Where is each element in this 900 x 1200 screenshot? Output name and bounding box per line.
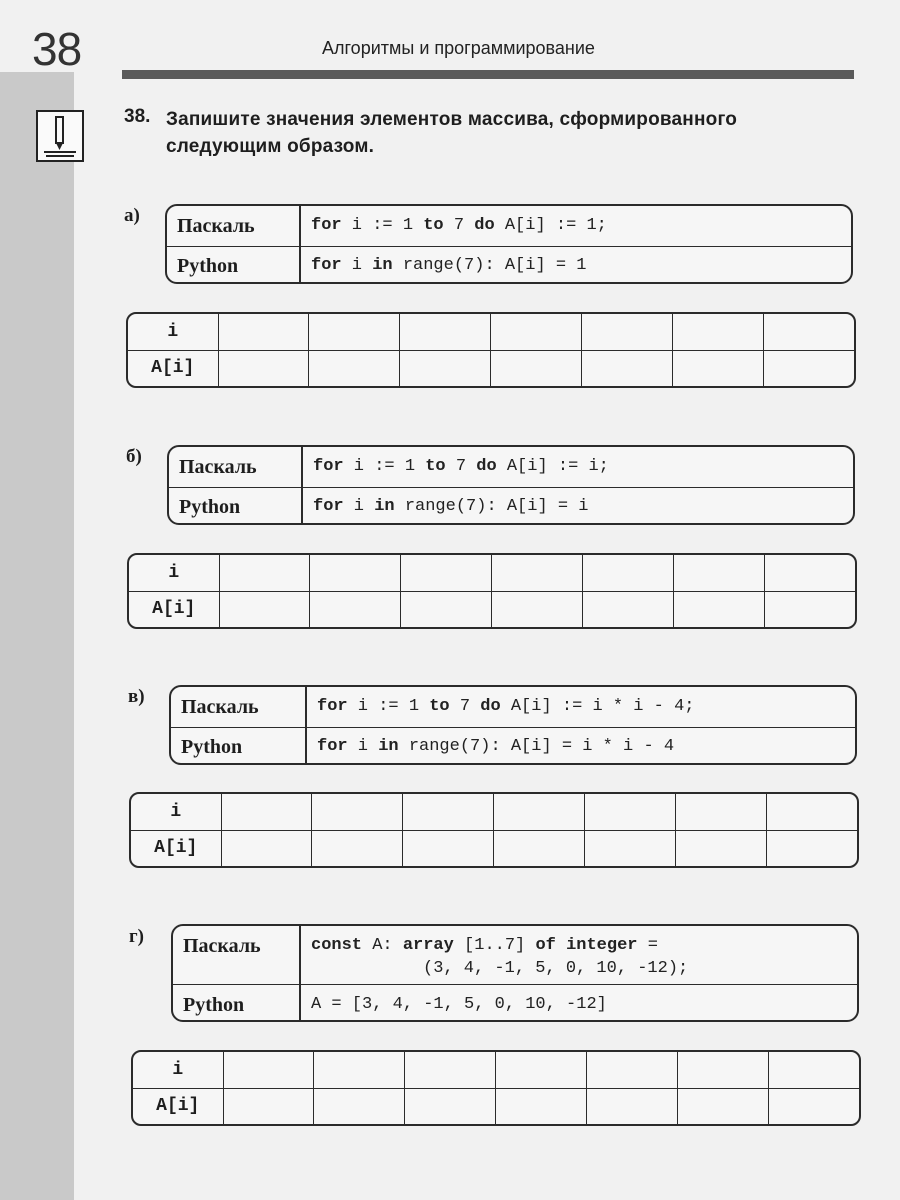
index-row [133,1052,859,1088]
answer-cell[interactable] [768,1052,859,1088]
code-keyword: const [311,936,363,955]
index-row [131,794,857,830]
answer-cell[interactable] [492,591,583,627]
answer-cell[interactable] [219,591,310,627]
code-box-v [169,685,857,765]
answer-cell[interactable] [405,1052,496,1088]
index-header: i [131,794,221,830]
answer-cell[interactable] [766,794,857,830]
answer-cell[interactable] [586,1052,677,1088]
code-line [313,457,609,476]
code-keyword: for [311,216,342,235]
answer-cell[interactable] [309,350,400,386]
index-row [128,314,854,350]
answer-cell[interactable] [403,830,494,866]
value-header: A[i] [129,591,219,627]
answer-cell[interactable] [314,1052,405,1088]
answer-cell[interactable] [494,830,585,866]
code-line [317,737,674,756]
answer-cell[interactable] [494,794,585,830]
code-keyword: for [313,457,344,476]
lang-label: Паскаль [181,696,259,718]
index-header: i [128,314,218,350]
page-margin-band [0,0,74,1200]
code-line-continuation [423,959,688,978]
answer-cell[interactable] [584,830,675,866]
code-text: range(7): A[i] = i [394,497,589,516]
answer-cell[interactable] [219,555,310,591]
answer-cell[interactable] [584,794,675,830]
answer-cell[interactable] [314,1088,405,1124]
code-text: A: [362,936,403,955]
column-divider [305,687,307,763]
code-keyword: of [535,936,556,955]
value-header: A[i] [128,350,218,386]
answer-cell[interactable] [673,591,764,627]
code-text: 7 [443,216,475,235]
value-row [133,1088,859,1124]
answer-cell[interactable] [677,1052,768,1088]
array-table-a [126,312,856,388]
subtask-label-v: в) [128,686,145,707]
code-text: = [637,936,658,955]
answer-cell[interactable] [675,830,766,866]
code-keyword: for [313,497,344,516]
code-row-pascal [167,206,851,246]
array-grid [128,314,854,386]
value-header: A[i] [131,830,221,866]
answer-cell[interactable] [764,555,855,591]
answer-cell[interactable] [582,591,673,627]
answer-cell[interactable] [496,1088,587,1124]
answer-cell[interactable] [672,314,763,350]
running-title: Алгоритмы и программирование [322,38,595,58]
code-text: (3, 4, -1, 5, 0, 10, -12); [423,959,689,978]
code-box-a [165,204,853,284]
code-text: range(7): A[i] = i * i - 4 [398,737,675,756]
code-text: A[i] := 1; [494,216,607,235]
value-row [128,350,854,386]
answer-cell[interactable] [673,555,764,591]
code-line [311,936,658,955]
code-keyword: do [480,697,501,716]
column-divider [299,206,301,282]
code-keyword: for [317,737,348,756]
code-text: [1..7] [453,936,536,955]
code-line [311,216,607,235]
lang-label: Паскаль [177,215,255,237]
answer-cell[interactable] [766,830,857,866]
array-table-v [129,792,859,868]
lang-label: Паскаль [183,935,261,957]
column-divider [301,447,303,523]
code-row-python [171,727,855,766]
answer-cell[interactable] [400,314,491,350]
index-header: i [129,555,219,591]
lang-label: Python [183,994,245,1016]
answer-cell[interactable] [218,350,309,386]
answer-cell[interactable] [312,794,403,830]
answer-cell[interactable] [309,314,400,350]
code-text: A[i] := i; [496,457,609,476]
code-text: i := 1 [347,697,430,716]
code-keyword: integer [566,936,638,955]
task-number: 38. [124,106,151,127]
value-row [131,830,857,866]
lang-label: Python [181,736,243,758]
value-header: A[i] [133,1088,223,1124]
answer-cell[interactable] [764,591,855,627]
code-keyword: to [429,697,450,716]
array-grid [129,555,855,627]
answer-cell[interactable] [675,794,766,830]
code-row-python [169,487,853,526]
code-text: range(7): A[i] = 1 [392,256,587,275]
answer-cell[interactable] [768,1088,859,1124]
answer-cell[interactable] [491,314,582,350]
lang-label: Python [179,496,241,518]
code-keyword: in [374,497,395,516]
array-grid [133,1052,859,1124]
answer-cell[interactable] [672,350,763,386]
answer-cell[interactable] [221,830,312,866]
subtask-label-b: б) [126,446,142,467]
code-keyword: do [474,216,495,235]
answer-cell[interactable] [763,314,854,350]
answer-cell[interactable] [223,1052,314,1088]
answer-cell[interactable] [677,1088,768,1124]
code-line [311,995,607,1014]
index-header: i [133,1052,223,1088]
page-number: 38 [32,23,82,75]
code-row-python [167,246,851,285]
answer-cell[interactable] [405,1088,496,1124]
answer-cell[interactable] [310,591,401,627]
code-text: 7 [449,697,481,716]
code-box-b [167,445,855,525]
code-text: i [347,737,379,756]
answer-cell[interactable] [581,314,672,350]
answer-cell[interactable] [492,555,583,591]
answer-cell[interactable] [403,794,494,830]
code-text: i [341,256,373,275]
code-text: A = [3, 4, -1, 5, 0, 10, -12] [311,995,607,1014]
code-keyword: for [311,256,342,275]
answer-cell[interactable] [582,555,673,591]
answer-cell[interactable] [763,350,854,386]
code-text: i := 1 [343,457,426,476]
writing-hand-icon [36,110,84,162]
answer-cell[interactable] [400,350,491,386]
answer-cell[interactable] [401,591,492,627]
index-row [129,555,855,591]
code-row-pascal [171,687,855,727]
array-grid [131,794,857,866]
answer-cell[interactable] [223,1088,314,1124]
subtask-label-g: г) [129,926,144,947]
value-row [129,591,855,627]
code-box-g [171,924,859,1022]
code-row-pascal [173,926,857,984]
code-text [556,936,566,955]
code-line [311,256,586,275]
answer-cell[interactable] [491,350,582,386]
answer-cell[interactable] [312,830,403,866]
answer-cell[interactable] [586,1088,677,1124]
answer-cell[interactable] [581,350,672,386]
header-rule [122,70,854,79]
code-text: 7 [445,457,477,476]
code-keyword: for [317,697,348,716]
code-row-python [173,984,857,1023]
answer-cell[interactable] [401,555,492,591]
code-line [317,697,695,716]
answer-cell[interactable] [496,1052,587,1088]
code-text: i := 1 [341,216,424,235]
answer-cell[interactable] [310,555,401,591]
answer-cell[interactable] [218,314,309,350]
lang-label: Паскаль [179,456,257,478]
code-line [313,497,588,516]
code-keyword: to [423,216,444,235]
code-keyword: to [425,457,446,476]
subtask-label-a: а) [124,205,140,226]
array-table-g [131,1050,861,1126]
array-table-b [127,553,857,629]
task-text: Запишите значения элементов массива, сформированного следующим образом. [166,109,738,157]
code-text: i [343,497,375,516]
column-divider [299,926,301,1020]
code-keyword: in [372,256,393,275]
code-keyword: array [402,936,454,955]
answer-cell[interactable] [221,794,312,830]
code-keyword: do [476,457,497,476]
code-text: A[i] := i * i - 4; [500,697,695,716]
code-row-pascal [169,447,853,487]
code-keyword: in [378,737,399,756]
lang-label: Python [177,255,239,277]
